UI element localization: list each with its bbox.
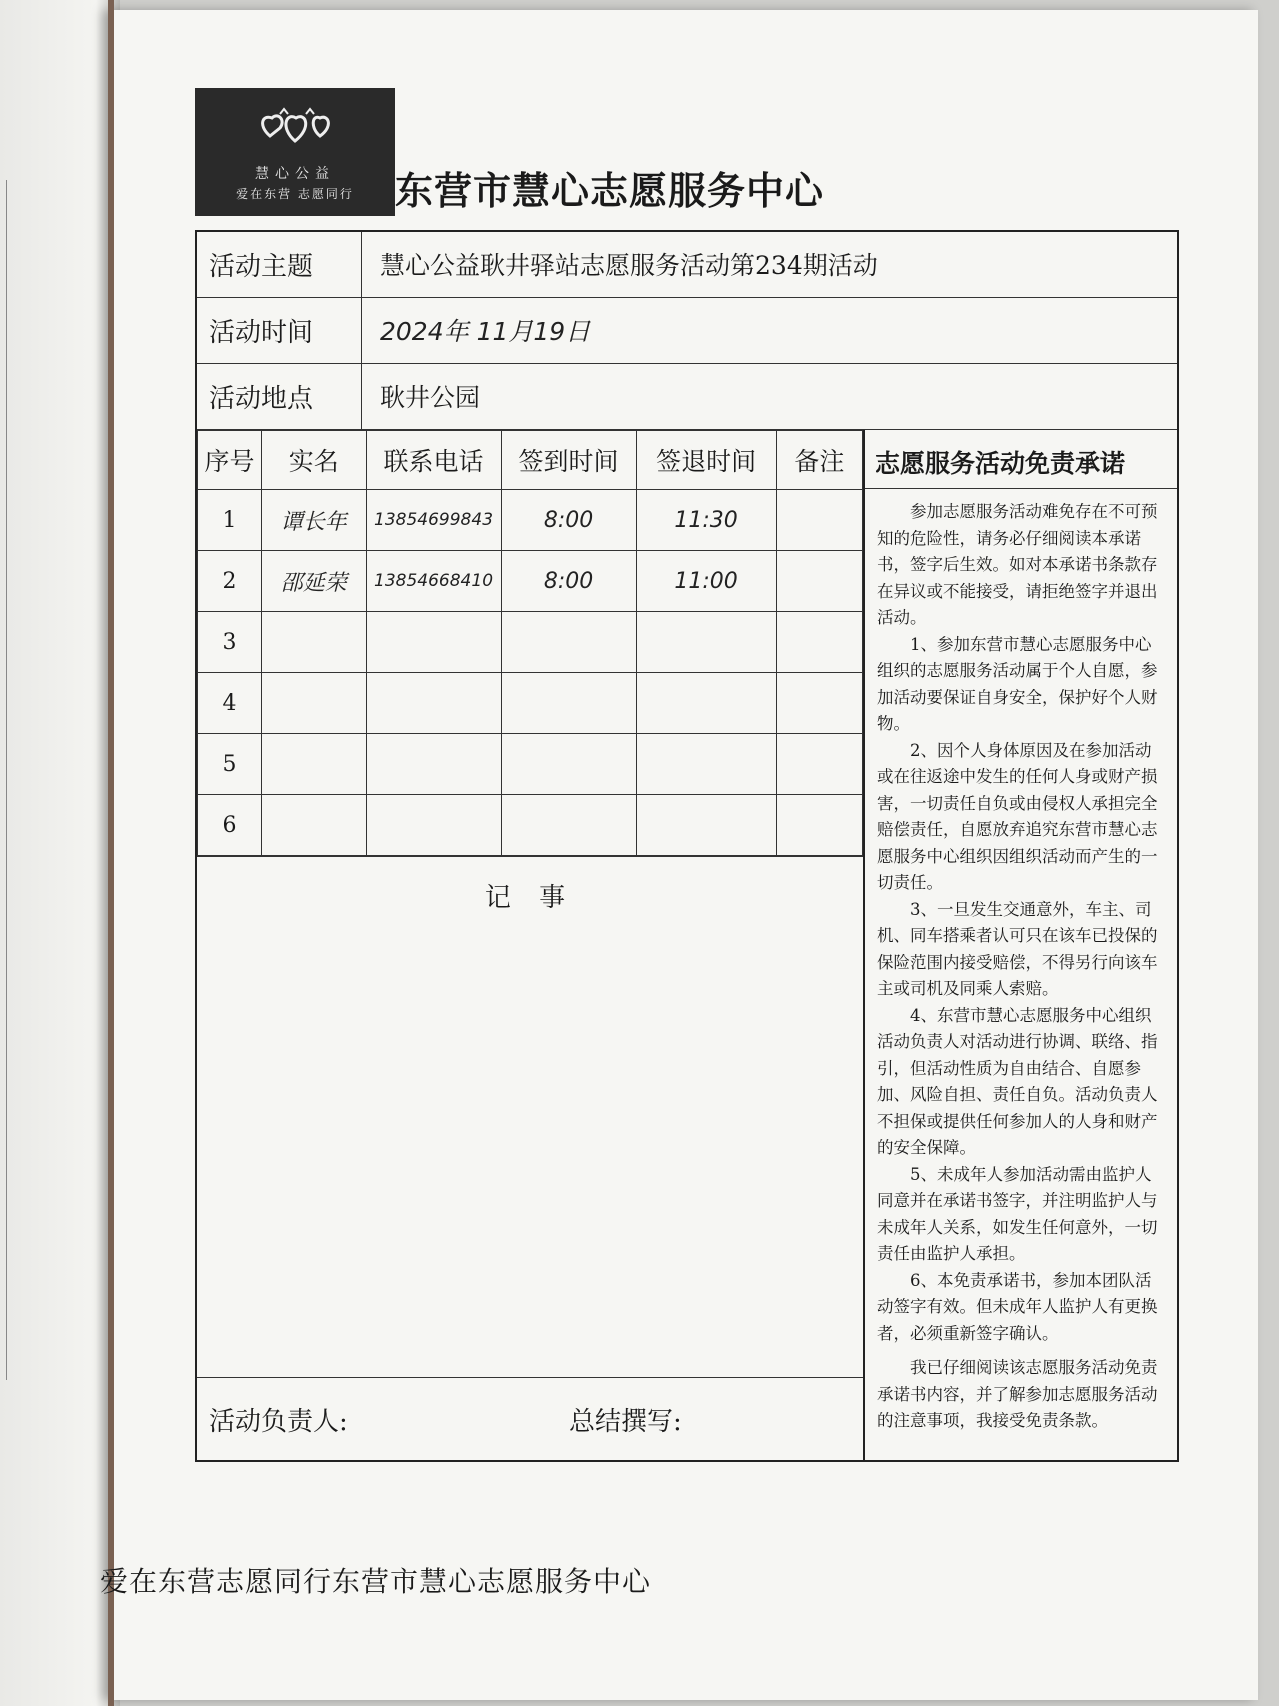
- attendance-table: [197, 430, 863, 856]
- place-row: [197, 364, 1177, 430]
- header-tel: 联系电话: [366, 431, 501, 490]
- row-remark: [776, 673, 862, 734]
- row-remark: [776, 734, 862, 795]
- binder-spine: [108, 0, 114, 1706]
- row-signin: [501, 673, 636, 734]
- row-remark: [776, 551, 862, 612]
- row-name: [261, 795, 366, 856]
- row-no: 2: [198, 551, 262, 612]
- table-row: [198, 795, 863, 856]
- row-tel: 13854668410: [366, 551, 501, 612]
- row-name: [261, 673, 366, 734]
- time-label: 活动时间: [197, 298, 362, 363]
- disclaimer-paragraph: 1、参加东营市慧心志愿服务中心组织的志愿服务活动属于个人自愿，参加活动要保证自身安全，保护好个人财物。: [877, 634, 1158, 733]
- activity-form: [195, 230, 1179, 1462]
- disclaimer-paragraph: 6、本免责承诺书，参加本团队活动签字有效。但未成年人监护人有更换者，必须重新签字确认。: [877, 1270, 1158, 1343]
- row-name: 谭长年: [261, 490, 366, 551]
- row-no: 1: [198, 490, 262, 551]
- row-remark: [776, 795, 862, 856]
- theme-row: [197, 232, 1177, 298]
- row-signin: [501, 612, 636, 673]
- notes-area: [197, 856, 863, 1377]
- table-row: [198, 612, 863, 673]
- row-tel: [366, 795, 501, 856]
- row-tel: [366, 673, 501, 734]
- row-remark: [776, 612, 862, 673]
- attendance-header-row: [198, 431, 863, 490]
- theme-label: 活动主题: [197, 232, 362, 297]
- time-value: 2024年 11月19日: [380, 317, 591, 346]
- row-signin: 8:00: [501, 551, 636, 612]
- disclaimer-paragraph: 4、东营市慧心志愿服务中心组织活动负责人对活动进行协调、联络、指引，但活动性质为自由结合、自愿参加、风险自担、责任自负。活动负责人不担保或提供任何参加人的人身和财产的安全保障。: [877, 1005, 1158, 1157]
- row-no: 5: [198, 734, 262, 795]
- row-name: [261, 612, 366, 673]
- time-row: [197, 298, 1177, 364]
- row-signout: [636, 734, 776, 795]
- disclaimer-paragraph: 参加志愿服务活动难免存在不可预知的危险性，请务必仔细阅读本承诺书，签字后生效。如对本承诺书条款存在异议或不能接受，请拒绝签字并退出活动。: [877, 502, 1158, 627]
- row-signout: 11:00: [636, 551, 776, 612]
- hearts-logo-icon: [250, 106, 340, 156]
- header-remark: 备注: [776, 431, 862, 490]
- disclaimer-body: [865, 489, 1177, 1445]
- table-row: [198, 673, 863, 734]
- logo-slogan: 爱在东营 志愿同行: [236, 187, 354, 201]
- row-signout: 11:30: [636, 490, 776, 551]
- attendance-column: [197, 430, 865, 1460]
- row-tel: [366, 734, 501, 795]
- underlying-page: [0, 0, 120, 1706]
- summary-label: 总结撰写:: [569, 1406, 682, 1437]
- disclaimer-paragraph: 2、因个人身体原因及在参加活动或在往返途中发生的任何人身或财产损害，一切责任自负或由侵权人承担完全赔偿责任，自愿放弃追究东营市慧心志愿服务中心组织因组织活动而产生的一切责任。: [877, 740, 1158, 892]
- logo-name: 慧心公益: [255, 166, 335, 182]
- org-logo: [195, 88, 395, 216]
- table-row: [198, 734, 863, 795]
- lower-section: [197, 430, 1177, 1460]
- row-signout: [636, 612, 776, 673]
- disclaimer-column: [865, 430, 1177, 1460]
- row-signout: [636, 795, 776, 856]
- header-name: 实名: [261, 431, 366, 490]
- row-remark: [776, 490, 862, 551]
- row-no: 6: [198, 795, 262, 856]
- disclaimer-paragraph: 5、未成年人参加活动需由监护人同意并在承诺书签字，并注明监护人与未成年人关系，如发生任何意外，一切责任由监护人承担。: [877, 1164, 1158, 1263]
- header-signout: 签退时间: [636, 431, 776, 490]
- row-signout: [636, 673, 776, 734]
- header-no: 序号: [198, 431, 262, 490]
- header-signin: 签到时间: [501, 431, 636, 490]
- row-name: 邵延荣: [261, 551, 366, 612]
- disclaimer-paragraph: 3、一旦发生交通意外，车主、司机、同车搭乘者认可只在该车已投保的保险范围内接受赔偿，不得另行向该车主或司机及同乘人索赔。: [877, 899, 1158, 998]
- table-row: [198, 490, 863, 551]
- row-signin: [501, 734, 636, 795]
- row-signin: [501, 795, 636, 856]
- place-label: 活动地点: [197, 364, 362, 429]
- theme-value: 慧心公益耿井驿站志愿服务活动第234期活动: [380, 251, 878, 280]
- row-tel: [366, 612, 501, 673]
- row-name: [261, 734, 366, 795]
- row-signin: 8:00: [501, 490, 636, 551]
- signature-row: [197, 1377, 863, 1460]
- row-tel: 13854699843: [366, 490, 501, 551]
- row-no: 3: [198, 612, 262, 673]
- place-value: 耿井公园: [380, 383, 481, 412]
- disclaimer-closing: 我已仔细阅读该志愿服务活动免责承诺书内容，并了解参加志愿服务活动的注意事项，我接受免责条款。: [877, 1358, 1158, 1430]
- page-footer: 爱在东营志愿同行东营市慧心志愿服务中心: [100, 1565, 652, 1598]
- leader-label: 活动负责人:: [209, 1406, 348, 1437]
- notes-title: 记 事: [484, 883, 576, 913]
- disclaimer-title: 志愿服务活动免责承诺: [865, 430, 1177, 489]
- page-title: 东营市慧心志愿服务中心: [395, 168, 825, 213]
- row-no: 4: [198, 673, 262, 734]
- table-row: [198, 551, 863, 612]
